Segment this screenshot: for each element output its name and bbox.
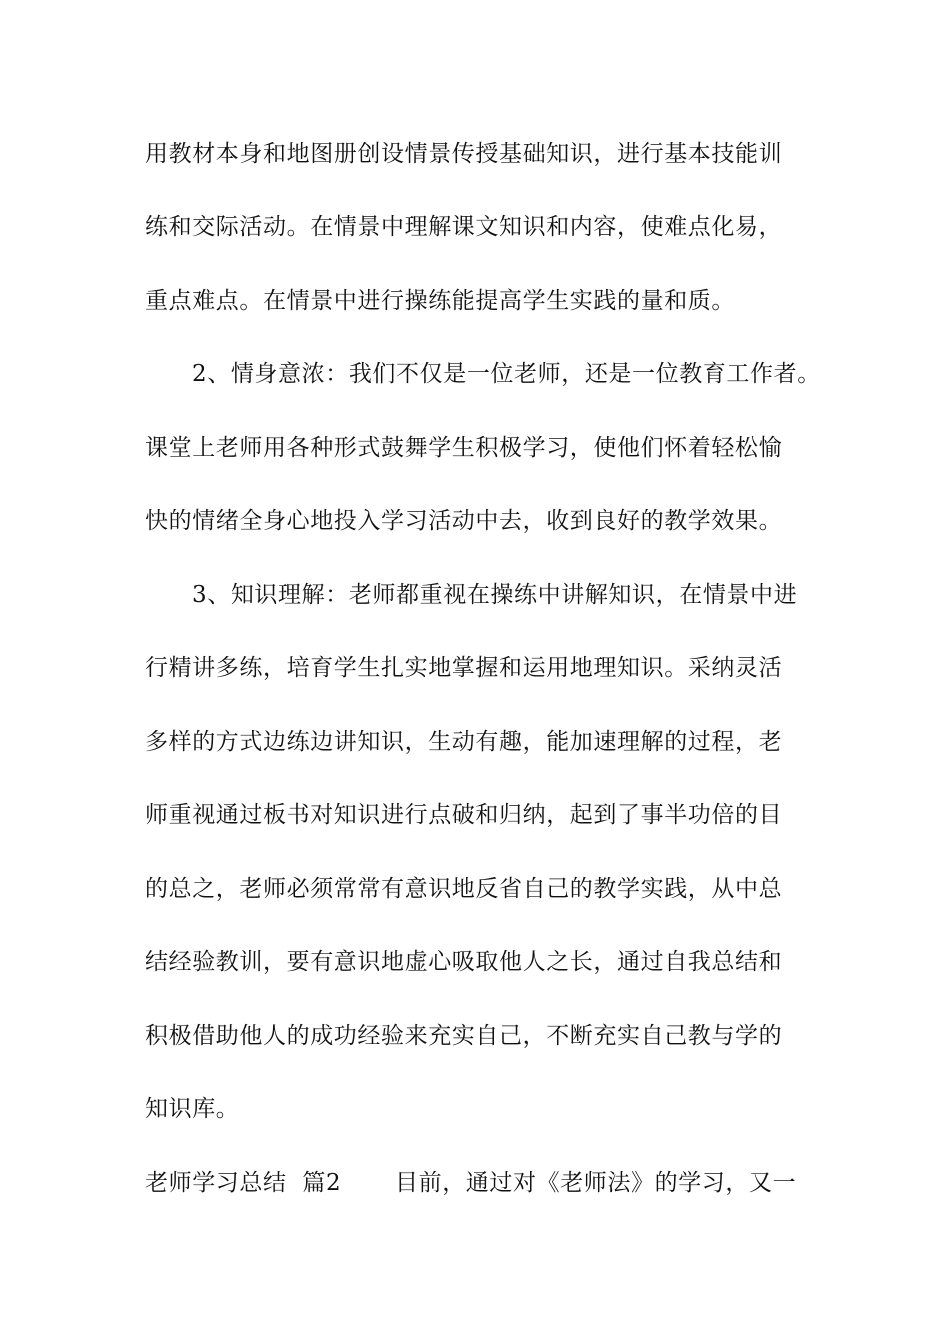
paragraph-line: 3、知识理解：老师都重视在操练中讲解知识，在情景中进 [192,582,798,608]
paragraph-line: 知识库。 [145,1096,240,1122]
paragraph-line: 积极借助他人的成功经验来充实自己，不断充实自己教与学的 [145,1023,783,1049]
section-opening-line: 目前，通过对《老师法》的学习，又一 [395,1170,797,1196]
paragraph-line: 练和交际活动。在情景中理解课文知识和内容，使难点化易， [145,214,783,240]
paragraph-line: 的总之，老师必须常常有意识地反省自己的教学实践，从中总 [145,876,783,902]
section-heading: 老师学习总结 篇2 [145,1170,342,1196]
paragraph-line: 快的情绪全身心地投入学习活动中去，收到良好的教学效果。 [145,508,783,534]
paragraph-line: 2、情身意浓：我们不仅是一位老师，还是一位教育工作者。 [192,361,821,387]
paragraph-line: 师重视通过板书对知识进行点破和归纳，起到了事半功倍的目 [145,802,783,828]
paragraph-line: 重点难点。在情景中进行操练能提高学生实践的量和质。 [145,288,735,314]
paragraph-line: 多样的方式边练边讲知识，生动有趣，能加速理解的过程，老 [145,729,783,755]
paragraph-line: 课堂上老师用各种形式鼓舞学生积极学习，使他们怀着轻松愉 [145,435,783,461]
paragraph-line: 用教材本身和地图册创设情景传授基础知识，进行基本技能训 [145,141,783,167]
paragraph-line: 行精讲多练，培育学生扎实地掌握和运用地理知识。采纳灵活 [145,655,783,681]
paragraph-line: 结经验教训，要有意识地虚心吸取他人之长，通过自我总结和 [145,949,783,975]
